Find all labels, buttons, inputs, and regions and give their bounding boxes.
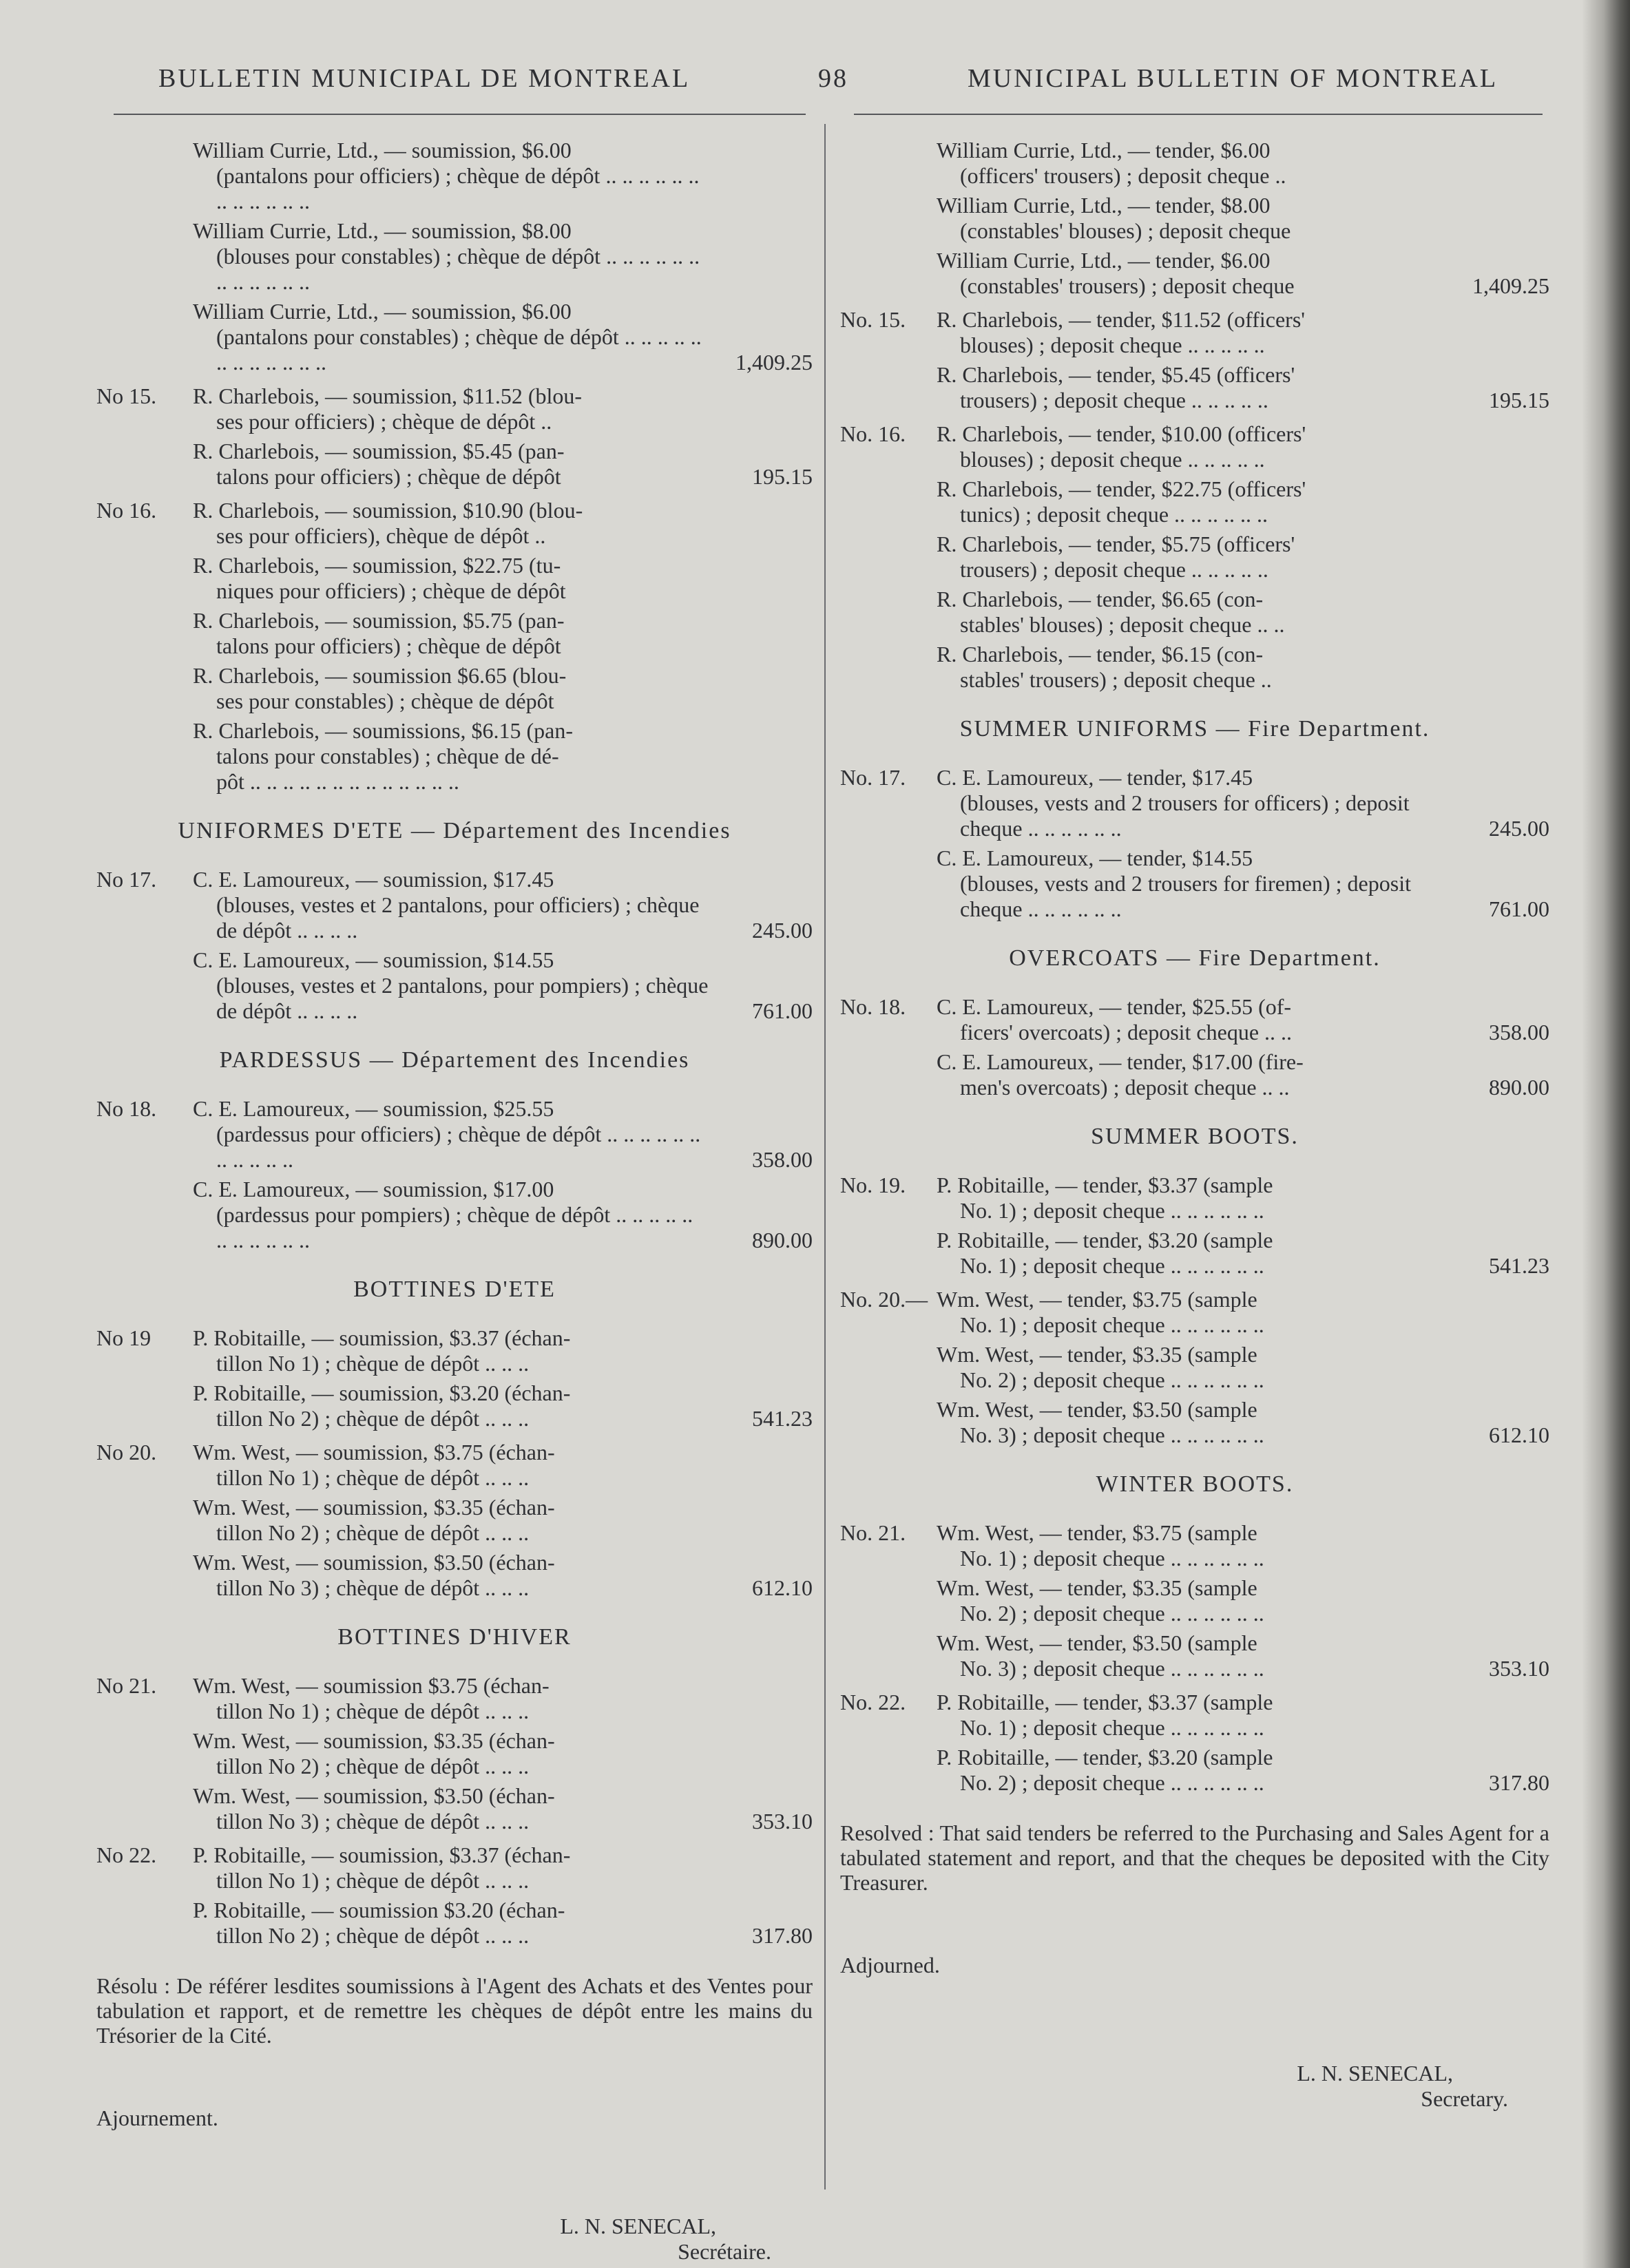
entry-amount: 612.10: [752, 1575, 813, 1600]
entry-detail: ficers' overcoats) ; deposit cheque .. ..: [960, 1020, 1293, 1044]
page-header: [0, 63, 1584, 105]
entry-detail: No. 3) ; deposit cheque .. .. .. .. .. ..: [960, 1656, 1264, 1681]
entry-line: R. Charlebois, — tender, $22.75 (officers': [937, 476, 1306, 501]
entry-line: R. Charlebois, — tender, $6.15 (con-: [937, 642, 1264, 666]
section-heading: OVERCOATS — Fire Department.: [1009, 945, 1381, 971]
entry-line: William Currie, Ltd., — tender, $6.00: [937, 248, 1271, 273]
tender-entry: [193, 1380, 813, 1431]
item-body: [937, 421, 1549, 697]
section-heading: UNIFORMES D'ETE — Département des Incendies: [178, 818, 731, 843]
entry-detail: ses pour constables) ; chèque de dépôt: [216, 689, 554, 713]
tender-entry: [193, 1842, 813, 1893]
entry-detail: (constables' trousers) ; deposit cheque: [960, 273, 1295, 298]
entry-detail: tillon No 1) ; chèque de dépôt .. .. ..: [216, 1699, 530, 1723]
entry-line: Wm. West, — tender, $3.75 (sample: [937, 1287, 1257, 1312]
tender-item: [96, 1673, 813, 1838]
entry-amount: 317.80: [1489, 1770, 1549, 1795]
item-body: [937, 1690, 1549, 1800]
entry-line: Wm. West, — tender, $3.50 (sample: [937, 1397, 1257, 1422]
tender-entry: [937, 1397, 1549, 1448]
tender-entry: [937, 421, 1549, 472]
entry-detail: No. 2) ; deposit cheque .. .. .. .. .. ..: [960, 1770, 1264, 1795]
entry-line: William Currie, Ltd., — tender, $6.00: [937, 138, 1271, 162]
item-number: No 21.: [96, 1673, 157, 1698]
signature-name: L. N. SENECAL,: [1297, 2061, 1453, 2086]
tender-item: [840, 994, 1549, 1104]
entry-detail: tillon No 2) ; chèque de dépôt .. .. ..: [216, 1406, 530, 1431]
entry-detail: No. 1) ; deposit cheque .. .. .. .. .. ..: [960, 1715, 1264, 1740]
section-heading: SUMMER UNIFORMS — Fire Department.: [959, 716, 1430, 742]
tender-entry: [937, 193, 1549, 244]
tender-entry: [937, 1287, 1549, 1338]
entry-detail: No. 2) ; deposit cheque .. .. .. .. .. ..: [960, 1367, 1264, 1392]
entry-detail: tillon No 2) ; chèque de dépôt .. .. ..: [216, 1923, 530, 1948]
entry-line: Wm. West, — soumission $3.75 (échan-: [193, 1673, 550, 1698]
tender-entry: [193, 498, 813, 549]
entry-amount: 353.10: [1489, 1656, 1549, 1681]
tender-entry: [937, 362, 1549, 413]
english-column: [840, 138, 1549, 2112]
entry-line: William Currie, Ltd., — soumission, $6.00: [193, 138, 572, 162]
tender-entry: [937, 846, 1549, 922]
entry-line: P. Robitaille, — soumission, $3.37 (échan-: [193, 1325, 571, 1350]
entry-line: R. Charlebois, — tender, $5.45 (officers': [937, 362, 1295, 387]
adjournment: Ajournement.: [96, 2106, 218, 2130]
tender-entry: [193, 299, 813, 375]
item-number: No 17.: [96, 867, 157, 892]
tender-entry: [193, 663, 813, 714]
entry-detail: ses pour officiers) ; chèque de dépôt ..: [216, 409, 552, 434]
item-number: No. 17.: [840, 765, 906, 790]
item-number: No 15.: [96, 384, 157, 408]
entry-amount: 761.00: [1489, 896, 1549, 921]
tender-item: [96, 1325, 813, 1436]
entry-line: C. E. Lamoureux, — tender, $14.55: [937, 846, 1253, 870]
tender-entry: [937, 307, 1549, 358]
entry-line: Wm. West, — soumission, $3.50 (échan-: [193, 1783, 555, 1808]
item-body: [193, 1325, 813, 1436]
entry-line: William Currie, Ltd., — tender, $8.00: [937, 193, 1271, 218]
item-number: No 16.: [96, 498, 157, 523]
entry-detail: No. 1) ; deposit cheque .. .. .. .. .. ..: [960, 1546, 1264, 1571]
entry-amount: 195.15: [1489, 388, 1549, 412]
tender-entry: [193, 1783, 813, 1834]
entry-line: C. E. Lamoureux, — soumission, $14.55: [193, 947, 554, 972]
section-heading: SUMMER BOOTS.: [1091, 1124, 1299, 1149]
tender-entry: [937, 1049, 1549, 1100]
entry-amount: 353.10: [752, 1809, 813, 1834]
entry-detail: men's overcoats) ; deposit cheque .. ..: [960, 1075, 1290, 1100]
tender-entry: [193, 1440, 813, 1491]
entry-detail: talons pour constables) ; chèque de dé-: [216, 744, 559, 768]
entry-line: Wm. West, — tender, $3.75 (sample: [937, 1520, 1257, 1545]
item-number: No 20.: [96, 1440, 157, 1464]
tender-entry: [937, 248, 1549, 299]
entry-line: C. E. Lamoureux, — tender, $17.45: [937, 765, 1253, 790]
entry-amount: 890.00: [1489, 1075, 1549, 1100]
entry-amount: 245.00: [1489, 816, 1549, 841]
signature-title: Secrétaire.: [678, 2239, 771, 2264]
tender-item: [96, 1842, 813, 1953]
tender-entry: [193, 1177, 813, 1253]
entry-line: R. Charlebois, — tender, $5.75 (officers': [937, 532, 1295, 556]
entry-amount: 317.80: [752, 1923, 813, 1948]
item-number: No 19: [96, 1325, 151, 1350]
tender-entry: [193, 608, 813, 659]
entry-line: P. Robitaille, — soumission $3.20 (échan-: [193, 1898, 565, 1922]
tender-entry: [193, 1325, 813, 1376]
item-body: [193, 1842, 813, 1953]
item-body: [937, 994, 1549, 1104]
entry-detail: trousers) ; deposit cheque .. .. .. .. ..: [960, 388, 1268, 412]
entry-line: Wm. West, — tender, $3.35 (sample: [937, 1342, 1257, 1367]
entry-line: R. Charlebois, — tender, $6.65 (con-: [937, 587, 1264, 611]
entry-detail: (blouses, vestes et 2 pantalons, pour pompiers) ; chèque de dépôt .. .. .. ..: [216, 973, 709, 1023]
adjournment: Adjourned.: [840, 1953, 940, 1977]
header-french-title: BULLETIN MUNICIPAL DE MONTREAL: [158, 64, 691, 93]
item-body: [937, 1173, 1549, 1283]
entry-detail: (officers' trousers) ; deposit cheque ..: [960, 163, 1286, 188]
entry-line: Wm. West, — soumission, $3.75 (échan-: [193, 1440, 555, 1464]
header-english-title: MUNICIPAL BULLETIN OF MONTREAL: [968, 64, 1498, 93]
entry-detail: (blouses, vestes et 2 pantalons, pour officiers) ; chèque de dépôt .. .. .. ..: [216, 892, 700, 943]
entry-amount: 245.00: [752, 918, 813, 943]
item-number: No. 16.: [840, 421, 906, 446]
entry-line: R. Charlebois, — soumission $6.65 (blou-: [193, 663, 567, 688]
tender-entry: [193, 718, 813, 795]
entry-detail: blouses) ; deposit cheque .. .. .. .. ..: [960, 447, 1265, 472]
tender-entry: [193, 138, 813, 214]
tender-entry: [937, 1173, 1549, 1224]
entry-line: C. E. Lamoureux, — soumission, $25.55: [193, 1096, 554, 1121]
entry-detail: trousers) ; deposit cheque .. .. .. .. ..: [960, 557, 1268, 582]
entry-line: P. Robitaille, — tender, $3.37 (sample: [937, 1173, 1273, 1197]
entry-detail: niques pour officiers) ; chèque de dépôt: [216, 578, 566, 603]
section-heading: PARDESSUS — Département des Incendies: [219, 1047, 690, 1073]
entry-amount: 195.15: [752, 464, 813, 489]
entry-detail: No. 1) ; deposit cheque .. .. .. .. .. ..: [960, 1253, 1264, 1278]
tender-entry: [937, 765, 1549, 841]
item-body: [193, 498, 813, 799]
tender-item: [96, 1440, 813, 1605]
tender-item: [96, 384, 813, 494]
tender-item: [840, 1520, 1549, 1686]
entry-detail: (blouses pour constables) ; chèque de dépôt .. .. .. .. .. .. .. .. .. .. .. ..: [216, 244, 700, 294]
tender-item: [840, 421, 1549, 697]
item-number: No. 20.—: [840, 1287, 928, 1312]
entry-line: C. E. Lamoureux, — soumission, $17.45: [193, 867, 554, 892]
tender-entry: [937, 1745, 1549, 1796]
tender-entry: [193, 384, 813, 434]
signature-block: [840, 2061, 1549, 2112]
tender-entry: [937, 1228, 1549, 1279]
entry-line: Wm. West, — soumission, $3.35 (échan-: [193, 1495, 555, 1520]
resolution-paragraph: Resolved : That said tenders be referred to the Purchasing and Sales Agent for a tabulated statement and report, and that the cheques be deposited with the City Treasurer.: [840, 1820, 1549, 1895]
entry-line: R. Charlebois, — soumissions, $6.15 (pan-: [193, 718, 573, 743]
entry-detail: stables' blouses) ; deposit cheque .. ..: [960, 612, 1285, 637]
entry-detail: tunics) ; deposit cheque .. .. .. .. .. ..: [960, 502, 1268, 527]
tender-entry: [193, 947, 813, 1024]
tender-item: [840, 307, 1549, 417]
item-body: [193, 384, 813, 494]
item-number: [96, 138, 193, 379]
entry-detail: (pantalons pour constables) ; chèque de dépôt .. .. .. .. .. .. .. .. .. .. .. ..: [216, 324, 702, 375]
page-number: 98: [818, 64, 848, 93]
entry-detail: stables' trousers) ; deposit cheque ..: [960, 667, 1272, 692]
entry-line: R. Charlebois, — soumission, $5.75 (pan-: [193, 608, 565, 633]
item-body: [193, 138, 813, 379]
tender-entry: [937, 532, 1549, 582]
tender-entry: [193, 1673, 813, 1724]
section-heading: WINTER BOOTS.: [1096, 1471, 1294, 1497]
tender-entry: [937, 476, 1549, 527]
header-rule-right: [854, 114, 1543, 115]
item-number: No. 18.: [840, 994, 906, 1019]
entry-line: R. Charlebois, — soumission, $5.45 (pan-: [193, 439, 565, 463]
section-heading: BOTTINES D'HIVER: [337, 1624, 572, 1650]
entry-line: R. Charlebois, — soumission, $10.90 (blou-: [193, 498, 583, 523]
entry-detail: talons pour officiers) ; chèque de dépôt: [216, 633, 561, 658]
entry-detail: (constables' blouses) ; deposit cheque: [960, 218, 1291, 243]
item-body: [937, 307, 1549, 417]
tender-item: [840, 765, 1549, 926]
tender-entry: [937, 642, 1549, 693]
item-body: [193, 1673, 813, 1838]
entry-detail: tillon No 1) ; chèque de dépôt .. .. ..: [216, 1465, 530, 1490]
header-rule-left: [114, 114, 806, 115]
tender-entry: [937, 1520, 1549, 1571]
entry-amount: 612.10: [1489, 1422, 1549, 1447]
entry-line: Wm. West, — tender, $3.50 (sample: [937, 1630, 1257, 1655]
tender-item: [96, 867, 813, 1028]
entry-amount: 541.23: [1489, 1253, 1549, 1278]
entry-detail: talons pour officiers) ; chèque de dépôt: [216, 464, 561, 489]
entry-detail: ses pour officiers), chèque de dépôt ..: [216, 523, 546, 548]
entry-detail: No. 3) ; deposit cheque .. .. .. .. .. ..: [960, 1422, 1264, 1447]
tender-entry: [193, 218, 813, 295]
tender-entry: [193, 1728, 813, 1779]
tender-item: [840, 1690, 1549, 1800]
entry-detail: No. 1) ; deposit cheque .. .. .. .. .. ..: [960, 1312, 1264, 1337]
entry-detail: tillon No 2) ; chèque de dépôt .. .. ..: [216, 1520, 530, 1545]
entry-detail: (pantalons pour officiers) ; chèque de dépôt .. .. .. .. .. .. .. .. .. .. .. ..: [216, 163, 700, 213]
entry-detail: No. 2) ; deposit cheque .. .. .. .. .. ..: [960, 1601, 1264, 1626]
entry-line: Wm. West, — tender, $3.35 (sample: [937, 1575, 1257, 1600]
tender-entry: [193, 1550, 813, 1601]
signature-title: Secretary.: [1421, 2086, 1508, 2111]
entry-line: William Currie, Ltd., — soumission, $6.00: [193, 299, 572, 324]
entry-line: C. E. Lamoureux, — tender, $17.00 (fire-: [937, 1049, 1304, 1074]
entry-line: R. Charlebois, — tender, $10.00 (officers': [937, 421, 1306, 446]
tender-entry: [937, 1575, 1549, 1626]
item-number: No. 21.: [840, 1520, 906, 1545]
entry-detail: No. 1) ; deposit cheque .. .. .. .. .. ..: [960, 1198, 1264, 1223]
entry-detail: tillon No 1) ; chèque de dépôt .. .. ..: [216, 1868, 530, 1893]
tender-item: [96, 1096, 813, 1257]
entry-amount: 358.00: [752, 1147, 813, 1172]
entry-detail: tillon No 3) ; chèque de dépôt .. .. ..: [216, 1809, 530, 1834]
entry-amount: 890.00: [752, 1228, 813, 1252]
tender-entry: [193, 1898, 813, 1949]
column-divider: [824, 124, 826, 2190]
item-body: [193, 1440, 813, 1605]
section-heading: BOTTINES D'ETE: [353, 1277, 556, 1302]
entry-line: William Currie, Ltd., — soumission, $8.00: [193, 218, 572, 243]
entry-line: P. Robitaille, — soumission, $3.37 (échan-: [193, 1842, 571, 1867]
tender-entry: [937, 587, 1549, 638]
tender-entry: [193, 1495, 813, 1546]
item-number: No 18.: [96, 1096, 157, 1121]
entry-line: R. Charlebois, — soumission, $11.52 (blou-: [193, 384, 583, 408]
entry-detail: (pardessus pour pompiers) ; chèque de dépôt .. .. .. .. .. .. .. .. .. .. ..: [216, 1202, 693, 1252]
entry-line: Wm. West, — soumission, $3.35 (échan-: [193, 1728, 555, 1753]
item-number: No. 15.: [840, 307, 906, 332]
entry-line: P. Robitaille, — soumission, $3.20 (échan-: [193, 1380, 571, 1405]
tender-entry: [937, 1630, 1549, 1681]
entry-line: C. E. Lamoureux, — soumission, $17.00: [193, 1177, 554, 1201]
tender-item: [840, 1287, 1549, 1452]
tender-entry: [193, 867, 813, 943]
entry-detail: blouses) ; deposit cheque .. .. .. .. ..: [960, 333, 1265, 357]
item-body: [937, 1287, 1549, 1452]
intro-block: [840, 138, 1549, 303]
entry-detail: (blouses, vests and 2 trousers for officers) ; deposit cheque .. .. .. .. .. ..: [960, 790, 1410, 841]
entry-line: R. Charlebois, — tender, $11.52 (officers': [937, 307, 1306, 332]
item-body: [193, 1096, 813, 1257]
entry-detail: tillon No 2) ; chèque de dépôt .. .. ..: [216, 1754, 530, 1778]
french-column: [96, 138, 813, 2265]
resolution-paragraph: Résolu : De référer lesdites soumissions à l'Agent des Achats et des Ventes pour tabulation et rapport, et de remettre les chèques de dépôt entre les mains du Trésorier de la Cité.: [96, 1973, 813, 2048]
page-edge-shadow: [1582, 0, 1630, 2268]
entry-amount: 1,409.25: [735, 350, 813, 375]
item-number: No. 19.: [840, 1173, 906, 1197]
entry-line: R. Charlebois, — soumission, $22.75 (tu-: [193, 553, 561, 578]
entry-detail: tillon No 1) ; chèque de dépôt .. .. ..: [216, 1351, 530, 1376]
entry-amount: 541.23: [752, 1406, 813, 1431]
entry-amount: 358.00: [1489, 1020, 1549, 1044]
tender-entry: [193, 439, 813, 490]
entry-line: P. Robitaille, — tender, $3.20 (sample: [937, 1228, 1273, 1252]
signature-block: [96, 2214, 813, 2265]
entry-line: P. Robitaille, — tender, $3.20 (sample: [937, 1745, 1273, 1770]
entry-amount: 1,409.25: [1472, 273, 1549, 298]
entry-detail: (blouses, vests and 2 trousers for firemen) ; deposit cheque .. .. .. .. .. ..: [960, 871, 1411, 921]
entry-line: Wm. West, — soumission, $3.50 (échan-: [193, 1550, 555, 1575]
item-body: [937, 1520, 1549, 1686]
tender-entry: [937, 138, 1549, 189]
tender-entry: [937, 1690, 1549, 1741]
tender-entry: [937, 994, 1549, 1045]
entry-detail: (pardessus pour officiers) ; chèque de dépôt .. .. .. .. .. .. .. .. .. .. ..: [216, 1122, 701, 1172]
tender-entry: [193, 1096, 813, 1173]
entry-detail-cont: pôt .. .. .. .. .. .. .. .. .. .. .. .. ..: [216, 769, 459, 794]
item-body: [937, 138, 1549, 303]
tender-item: [840, 1173, 1549, 1283]
item-number: No. 22.: [840, 1690, 906, 1714]
signature-name: L. N. SENECAL,: [560, 2214, 716, 2238]
tender-entry: [193, 553, 813, 604]
item-body: [937, 765, 1549, 926]
entry-detail: tillon No 3) ; chèque de dépôt .. .. ..: [216, 1575, 530, 1600]
tender-item: [96, 498, 813, 799]
item-number: No 22.: [96, 1842, 157, 1867]
tender-entry: [937, 1342, 1549, 1393]
entry-amount: 761.00: [752, 998, 813, 1023]
entry-line: P. Robitaille, — tender, $3.37 (sample: [937, 1690, 1273, 1714]
entry-line: C. E. Lamoureux, — tender, $25.55 (of-: [937, 994, 1292, 1019]
item-body: [193, 867, 813, 1028]
item-number: [840, 138, 937, 303]
intro-block: [96, 138, 813, 379]
